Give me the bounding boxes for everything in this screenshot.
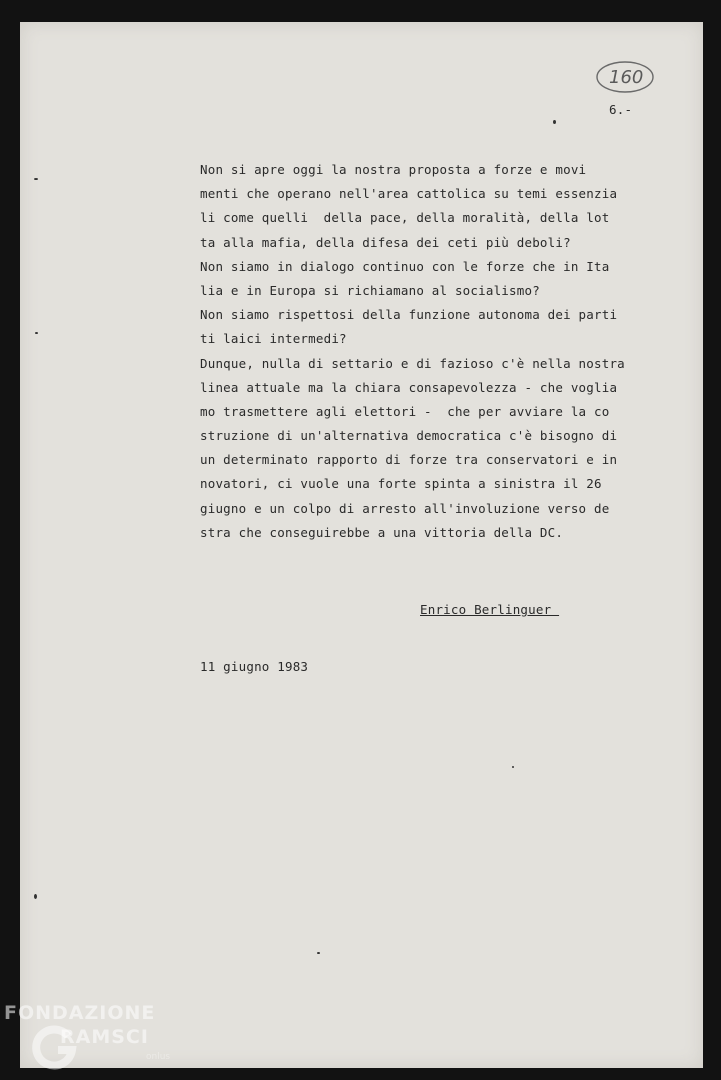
body-line: Dunque, nulla di settario e di fazioso c'è nella nostra bbox=[200, 355, 625, 371]
body-line: li come quelli della pace, della moralità, della lot bbox=[200, 210, 610, 226]
body-line: Non siamo in dialogo continuo con le forze che in Ita bbox=[200, 258, 610, 274]
body-line: linea attuale ma la chiara consapevolezza - che voglia bbox=[200, 379, 618, 395]
date-line: 11 giugno 1983 bbox=[200, 659, 309, 674]
watermark-line2: RAMSCI bbox=[60, 1026, 149, 1048]
ink-speck bbox=[553, 120, 556, 124]
body-line: lia e in Europa si richiamano al socialismo? bbox=[200, 282, 540, 298]
body-line: ta alla mafia, della difesa dei ceti più deboli? bbox=[200, 234, 571, 250]
document-page bbox=[20, 22, 703, 1068]
ink-speck bbox=[317, 952, 320, 954]
body-line: menti che operano nell'area cattolica su temi essenzia bbox=[200, 186, 618, 202]
body-line: struzione di un'alternativa democratica c'è bisogno di bbox=[200, 428, 618, 444]
signature: Enrico Berlinguer bbox=[420, 602, 560, 617]
body-line: Non si apre oggi la nostra proposta a forze e movi bbox=[200, 162, 587, 177]
ink-speck bbox=[34, 894, 37, 899]
body-line: stra che conseguirebbe a una vittoria della DC. bbox=[200, 524, 564, 540]
ink-speck bbox=[34, 178, 38, 180]
body-line: mo trasmettere agli elettori - che per avviare la co bbox=[200, 403, 610, 419]
body-line: novatori, ci vuole una forte spinta a sinistra il 26 bbox=[200, 476, 602, 492]
page-number: 6.- bbox=[609, 102, 633, 117]
body-line: Non siamo rispettosi della funzione autonoma dei parti bbox=[200, 307, 618, 323]
ink-speck bbox=[35, 332, 38, 334]
letter-body bbox=[200, 158, 670, 545]
fondazione-gramsci-watermark bbox=[4, 1000, 184, 1080]
body-line: un determinato rapporto di forze tra conservatori e in bbox=[200, 452, 618, 468]
watermark-line1: FONDAZIONE bbox=[4, 1002, 156, 1024]
body-line: ti laici intermedi? bbox=[200, 331, 347, 347]
folio-number: 160 bbox=[609, 67, 644, 88]
ink-speck bbox=[512, 766, 514, 768]
page-marks bbox=[595, 60, 665, 120]
watermark-sub: onlus bbox=[146, 1052, 171, 1062]
body-line: giugno e un colpo di arresto all'involuzione verso de bbox=[200, 500, 610, 516]
